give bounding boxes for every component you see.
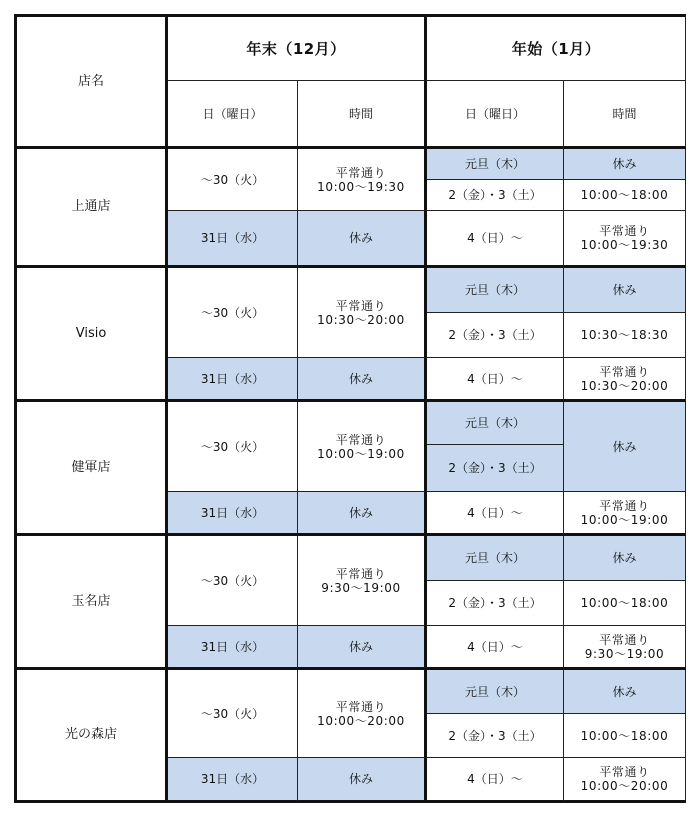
holiday-hours-table xyxy=(14,14,686,803)
header-jan-day: 日（曜日） xyxy=(427,81,564,149)
dec-time: 平常通り 10:00～19:00 xyxy=(298,402,427,492)
jan-day: 元旦（木） xyxy=(427,149,564,180)
jan-time: 10:00～18:00 xyxy=(564,180,686,211)
dec-day: 31日（水） xyxy=(168,211,298,268)
header-jan-time: 時間 xyxy=(564,81,686,149)
store-name: 玉名店 xyxy=(14,536,168,670)
dec-time: 休み xyxy=(298,358,427,402)
dec-time: 平常通り 10:00～20:00 xyxy=(298,670,427,758)
jan-time: 休み xyxy=(564,402,686,492)
dec-day: 31日（水） xyxy=(168,758,298,803)
jan-time: 休み xyxy=(564,268,686,313)
dec-time: 休み xyxy=(298,492,427,536)
jan-time: 10:00～18:00 xyxy=(564,581,686,626)
jan-time: 平常通り 10:00～19:30 xyxy=(564,211,686,268)
jan-day: 4（日）～ xyxy=(427,358,564,402)
jan-day: 元旦（木） xyxy=(427,402,564,445)
dec-day: 31日（水） xyxy=(168,358,298,402)
dec-time: 平常通り 9:30～19:00 xyxy=(298,536,427,626)
jan-day: 元旦（木） xyxy=(427,670,564,714)
dec-day: 31日（水） xyxy=(168,492,298,536)
dec-day: 31日（水） xyxy=(168,626,298,670)
jan-day: 4（日）～ xyxy=(427,758,564,803)
jan-day: 4（日）～ xyxy=(427,626,564,670)
store-name: 上通店 xyxy=(14,149,168,268)
jan-day: 2（金）・3（土） xyxy=(427,180,564,211)
jan-day: 2（金）・3（土） xyxy=(427,313,564,358)
header-store: 店名 xyxy=(14,14,168,149)
jan-time: 10:00～18:00 xyxy=(564,714,686,758)
dec-day: ～30（火） xyxy=(168,536,298,626)
jan-day: 4（日）～ xyxy=(427,492,564,536)
jan-time: 休み xyxy=(564,670,686,714)
jan-time: 10:30～18:30 xyxy=(564,313,686,358)
store-name: 光の森店 xyxy=(14,670,168,803)
jan-day: 2（金）・3（土） xyxy=(427,714,564,758)
jan-time: 休み xyxy=(564,149,686,180)
jan-time: 平常通り 10:00～19:00 xyxy=(564,492,686,536)
dec-day: ～30（火） xyxy=(168,670,298,758)
dec-time: 休み xyxy=(298,626,427,670)
jan-day: 元旦（木） xyxy=(427,268,564,313)
jan-day: 2（金）・3（土） xyxy=(427,581,564,626)
jan-time: 平常通り 9:30～19:00 xyxy=(564,626,686,670)
jan-time: 休み xyxy=(564,536,686,581)
dec-day: ～30（火） xyxy=(168,268,298,358)
dec-day: ～30（火） xyxy=(168,402,298,492)
jan-time: 平常通り 10:30～20:00 xyxy=(564,358,686,402)
header-year-end: 年末（12月） xyxy=(168,14,427,81)
dec-day: ～30（火） xyxy=(168,149,298,211)
jan-day: 元旦（木） xyxy=(427,536,564,581)
store-name: 健軍店 xyxy=(14,402,168,536)
dec-time: 平常通り 10:30～20:00 xyxy=(298,268,427,358)
jan-day: 2（金）・3（土） xyxy=(427,445,564,492)
jan-day: 4（日）～ xyxy=(427,211,564,268)
jan-time: 平常通り 10:00～20:00 xyxy=(564,758,686,803)
dec-time: 平常通り 10:00～19:30 xyxy=(298,149,427,211)
header-new-year: 年始（1月） xyxy=(427,14,686,81)
header-dec-day: 日（曜日） xyxy=(168,81,298,149)
dec-time: 休み xyxy=(298,211,427,268)
header-dec-time: 時間 xyxy=(298,81,427,149)
store-name: Visio xyxy=(14,268,168,402)
dec-time: 休み xyxy=(298,758,427,803)
